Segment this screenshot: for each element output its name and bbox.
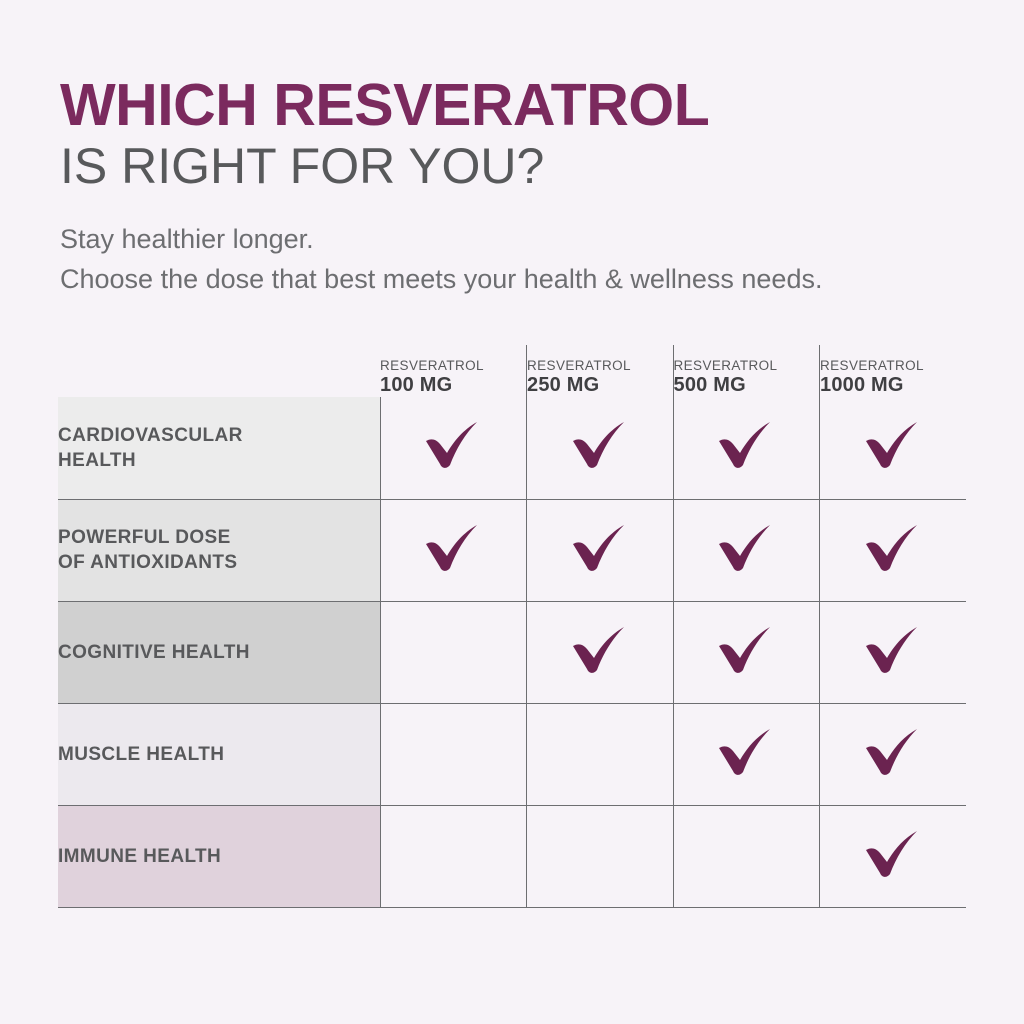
- row-label-line-1: CARDIOVASCULAR: [58, 424, 243, 446]
- table-corner-cell: [58, 345, 380, 397]
- column-header-500mg: [673, 345, 820, 397]
- cell-cardiovascular-250mg: [527, 397, 674, 499]
- row-label-cardiovascular-health: [58, 397, 380, 499]
- cell-cognitive-100mg: [380, 601, 527, 703]
- row-label-line-1: MUSCLE HEALTH: [58, 743, 225, 765]
- cell-immune-100mg: [380, 805, 527, 907]
- column-header-100mg: [380, 345, 527, 397]
- column-header-prefix: RESVERATROL: [380, 358, 484, 373]
- comparison-table: [58, 345, 966, 908]
- checkmark-icon: [571, 419, 629, 471]
- cell-cognitive-1000mg: [820, 601, 967, 703]
- page-title-primary: WHICH RESVERATROL: [60, 72, 710, 138]
- table-row: [58, 499, 966, 601]
- cell-cognitive-250mg: [527, 601, 674, 703]
- row-label-cognitive-health: [58, 601, 380, 703]
- cell-antioxidants-100mg: [380, 499, 527, 601]
- column-header-prefix: RESVERATROL: [527, 358, 631, 373]
- row-label-line-2: OF ANTIOXIDANTS: [58, 552, 238, 573]
- column-header-prefix: RESVERATROL: [673, 358, 778, 373]
- checkmark-icon: [717, 522, 775, 574]
- row-label-powerful-dose-of-antioxidants: [58, 499, 380, 601]
- cell-immune-1000mg: [820, 805, 967, 907]
- table-row: [58, 703, 966, 805]
- table-row: [58, 601, 966, 703]
- table-header-row: [58, 345, 966, 397]
- table-row: [58, 397, 966, 499]
- cell-immune-250mg: [527, 805, 674, 907]
- checkmark-icon: [864, 419, 922, 471]
- checkmark-icon: [717, 624, 775, 676]
- cell-muscle-100mg: [380, 703, 527, 805]
- column-header-1000mg: [820, 345, 967, 397]
- checkmark-icon: [717, 726, 775, 778]
- checkmark-icon: [864, 828, 922, 880]
- checkmark-icon: [717, 419, 775, 471]
- table-row: [58, 805, 966, 907]
- column-header-dose: 1000 MG: [820, 374, 904, 396]
- cell-cardiovascular-1000mg: [820, 397, 967, 499]
- row-label-muscle-health: [58, 703, 380, 805]
- cell-cardiovascular-500mg: [673, 397, 820, 499]
- cell-cognitive-500mg: [673, 601, 820, 703]
- cell-immune-500mg: [673, 805, 820, 907]
- checkmark-icon: [864, 726, 922, 778]
- checkmark-icon: [864, 522, 922, 574]
- row-label-immune-health: [58, 805, 380, 907]
- row-label-line-1: POWERFUL DOSE: [58, 527, 231, 548]
- cell-muscle-1000mg: [820, 703, 967, 805]
- row-label-line-1: IMMUNE HEALTH: [58, 845, 222, 867]
- column-header-250mg: [527, 345, 674, 397]
- column-header-dose: 250 MG: [527, 374, 600, 396]
- subtitle-line-1: Stay healthier longer.: [60, 224, 314, 254]
- cell-muscle-500mg: [673, 703, 820, 805]
- column-header-dose: 100 MG: [380, 374, 453, 396]
- checkmark-icon: [864, 624, 922, 676]
- column-header-dose: 500 MG: [673, 374, 746, 396]
- table-body: [58, 397, 966, 907]
- subtitle-line-2: Choose the dose that best meets your health & wellness needs.: [60, 264, 823, 294]
- page-title-secondary: IS RIGHT FOR YOU?: [60, 138, 545, 194]
- cell-antioxidants-500mg: [673, 499, 820, 601]
- row-label-line-1: COGNITIVE HEALTH: [58, 641, 250, 663]
- cell-antioxidants-1000mg: [820, 499, 967, 601]
- checkmark-icon: [424, 522, 482, 574]
- checkmark-icon: [424, 419, 482, 471]
- checkmark-icon: [571, 522, 629, 574]
- cell-antioxidants-250mg: [527, 499, 674, 601]
- checkmark-icon: [571, 624, 629, 676]
- column-header-prefix: RESVERATROL: [820, 358, 924, 373]
- row-label-line-2: HEALTH: [58, 449, 137, 471]
- heading-block: [60, 74, 980, 296]
- cell-muscle-250mg: [527, 703, 674, 805]
- cell-cardiovascular-100mg: [380, 397, 527, 499]
